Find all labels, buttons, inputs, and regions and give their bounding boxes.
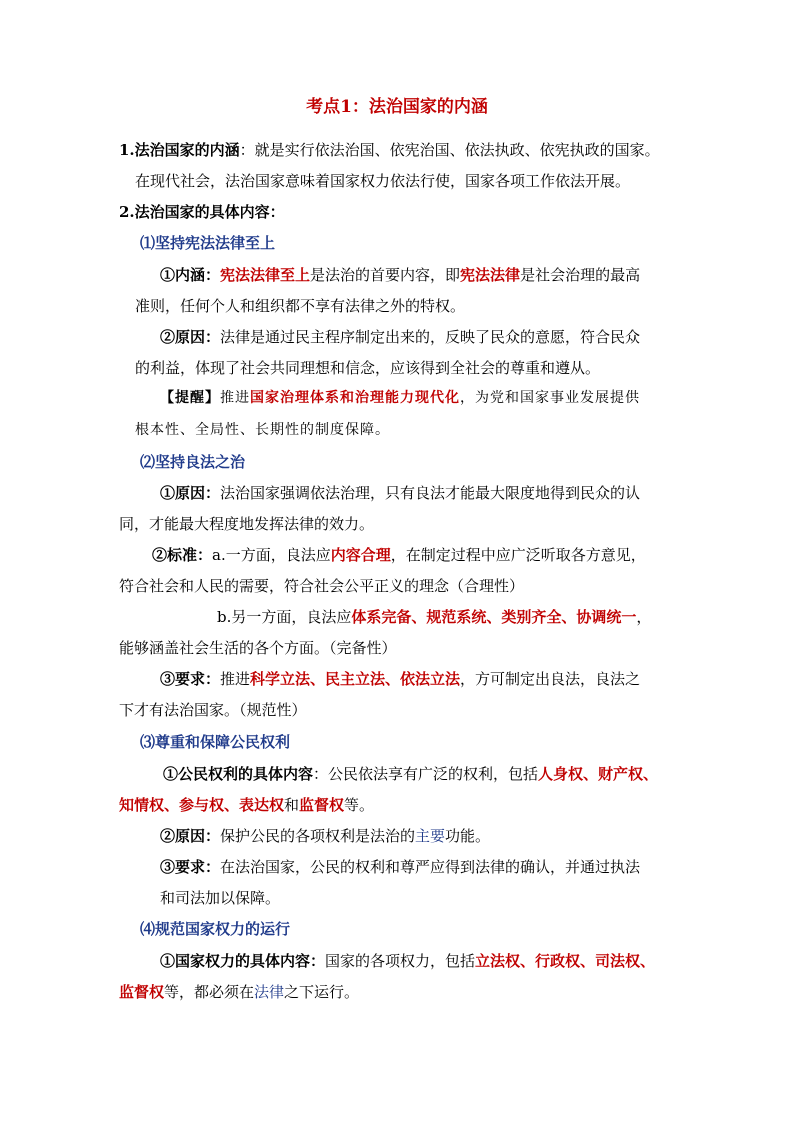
highlight-text: 立法权、行政权、司法权、 <box>475 952 656 970</box>
body-text: b.另一方面，良法应 <box>217 608 352 626</box>
subsection-1-title: ⑴坚持宪法法律至上 <box>140 234 276 252</box>
definition-line-1 <box>119 140 660 160</box>
p2-reason-line-2: 同，才能最大程度地发挥法律的效力。 <box>119 515 375 533</box>
point-label: ①公民权利的具体内容 <box>163 765 314 783</box>
p2-requirement-line-1 <box>160 669 640 689</box>
p3-requirement-line-1 <box>160 857 640 877</box>
p2-standard-line-2: 符合社会和人民的需要，符合社会公平正义的理念（合理性） <box>119 577 525 595</box>
p2-reason-line-1 <box>160 483 640 503</box>
reminder-label: 【提醒】 <box>160 390 220 406</box>
point-label: ②标准： <box>152 546 213 564</box>
p3-content-line-1 <box>163 764 658 784</box>
subsection-2-title: ⑵坚持良法之治 <box>140 453 246 471</box>
body-text: 功能。 <box>445 827 491 845</box>
body-text: 保护公民的各项权利是法治的 <box>220 827 416 845</box>
highlight-text: 人身权、财产权、 <box>538 765 659 783</box>
body-text: 法治国家强调依法治理，只有良法才能最大限度地得到民众的认 <box>220 484 641 502</box>
body-text: ，在制定过程中应广泛听取各方意见， <box>390 546 646 564</box>
body-text: 是社会治理的最高 <box>520 266 641 284</box>
body-text: 等，都必须在 <box>164 983 255 1001</box>
body-text: 和 <box>284 796 300 814</box>
highlight-text: 体系完备、规范系统、类别齐全、协调统一 <box>351 608 637 626</box>
p1-connotation-line-2: 准则，任何个人和组织都不享有法律之外的特权。 <box>135 297 466 315</box>
highlight-text: 宪法法律至上 <box>220 266 311 284</box>
body-text: 推进 <box>220 390 250 406</box>
reminder-line-1 <box>160 388 640 408</box>
highlight-text: 监督权 <box>119 983 165 1001</box>
body-text: ， <box>636 608 652 626</box>
p1-reason-line-2: 的利益，体现了社会共同理想和信念，应该得到全社会的尊重和遵从。 <box>135 359 601 377</box>
subsection-4-title: ⑷规范国家权力的运行 <box>140 920 291 938</box>
highlight-text: 内容合理 <box>330 546 391 564</box>
p1-reason-line-1 <box>160 327 640 347</box>
highlight-text: 监督权 <box>299 796 345 814</box>
highlight-text: 宪法法律 <box>460 266 521 284</box>
section-1-heading: 1.法治国家的内涵 <box>119 141 240 159</box>
section-2-heading: 2.法治国家的具体内容： <box>119 203 285 221</box>
body-text: 等。 <box>344 796 375 814</box>
p2-standard-line-1 <box>152 545 646 565</box>
p2-standard-line-4: 能够涵盖社会生活的各个方面。（完备性） <box>119 639 397 657</box>
body-text: 推进 <box>220 670 251 688</box>
point-label: ②原因： <box>160 827 221 845</box>
body-text: ，为党和国家事业发展提供 <box>460 390 640 406</box>
reminder-line-2: 根本性、全局性、长期性的制度保障。 <box>135 422 390 438</box>
highlight-text: 科学立法、民主立法、依法立法 <box>250 670 461 688</box>
body-text: 之下运行。 <box>284 983 360 1001</box>
p3-reason-line <box>160 826 490 846</box>
emphasis-text: 主要 <box>415 827 446 845</box>
highlight-text: 知情权、参与权、表达权 <box>119 796 285 814</box>
subsection-3-title: ⑶尊重和保障公民权利 <box>140 733 291 751</box>
p1-connotation-line-1 <box>160 265 640 285</box>
body-text: ，方可制定出良法，良法之 <box>460 670 641 688</box>
definition-text: ：就是实行依法治国、依宪治国、依法执政、依宪执政的国家。 <box>239 141 660 159</box>
body-text: 国家的各项权力，包括 <box>325 952 476 970</box>
definition-line-2: 在现代社会，法治国家意味着国家权力依法行使，国家各项工作依法开展。 <box>135 172 631 190</box>
p4-content-line-2 <box>119 982 359 1002</box>
point-label: ③要求： <box>160 858 221 876</box>
body-text: 法律是通过民主程序制定出来的，反映了民众的意愿，符合民众 <box>220 328 641 346</box>
p2-standard-line-3 <box>217 607 651 627</box>
body-text: a.一方面，良法应 <box>212 546 331 564</box>
page-title: 考点1：法治国家的内涵 <box>306 97 488 117</box>
p2-requirement-line-2: 下才有法治国家。（规范性） <box>119 701 307 719</box>
point-label: ①内涵： <box>160 266 221 284</box>
p3-content-line-2 <box>119 795 374 815</box>
emphasis-text: 法律 <box>254 983 285 1001</box>
p4-content-line-1 <box>160 951 655 971</box>
point-label: ①国家权力的具体内容： <box>160 952 326 970</box>
body-text: 是法治的首要内容，即 <box>310 266 461 284</box>
body-text: 在法治国家，公民的权利和尊严应得到法律的确认，并通过执法 <box>220 858 641 876</box>
highlight-text: 国家治理体系和治理能力现代化 <box>250 390 460 406</box>
body-text: ：公民依法享有广泛的权利，包括 <box>313 765 539 783</box>
point-label: ①原因： <box>160 484 221 502</box>
point-label: ②原因： <box>160 328 221 346</box>
point-label: ③要求： <box>160 670 221 688</box>
p3-requirement-line-2: 和司法加以保障。 <box>160 889 281 907</box>
